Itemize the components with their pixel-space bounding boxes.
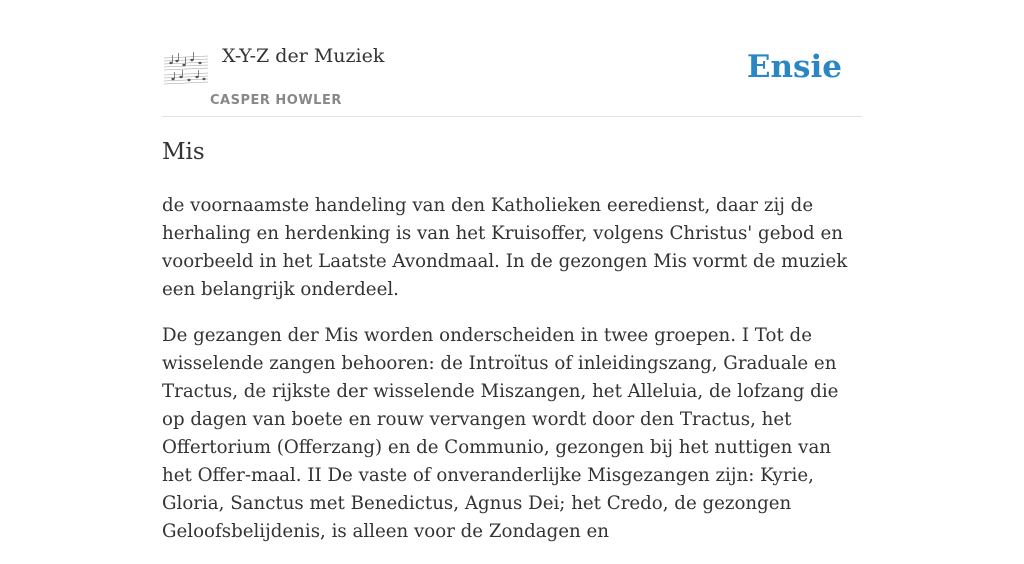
entry-body bbox=[162, 192, 862, 564]
entry-paragraph: De gezangen der Mis worden onderscheiden in twee groepen. I Tot de wisselende zangen behooren: de Introïtus of inleidingszang, Graduale en Tractus, de rijkste der wisselende Miszangen, het Alleluia, de lofzang die op dagen van boete en rouw vervangen wordt door den Tractus, het Offertorium (Offerzang) en de Communio, gezongen bij het nuttigen van het Offer-maal. II De vaste of onveranderlijke Misgezangen zijn: Kyrie, Gloria, Sanctus met Benedictus, Agnus Dei; het Credo, de gezongen Geloofsbelijdenis, is alleen voor de Zondagen en bbox=[162, 325, 839, 542]
sheet-music-icon[interactable] bbox=[162, 46, 210, 90]
entry-paragraph: de voornaamste handeling van den Katholieken eeredienst, daar zij de herhaling en herdenking is van het Kruisoffer, volgens Christus' gebod en voorbeeld in het Laatste Avondmaal. In de gezongen Mis vormt de muziek een belangrijk onderdeel. bbox=[162, 195, 848, 300]
brand-logo[interactable]: Ensie bbox=[746, 49, 842, 85]
entry-title: Mis bbox=[162, 139, 205, 165]
book-author[interactable]: CASPER HOWLER bbox=[210, 93, 342, 108]
site-header bbox=[162, 40, 862, 117]
book-title[interactable]: X-Y-Z der Muziek bbox=[222, 45, 385, 67]
